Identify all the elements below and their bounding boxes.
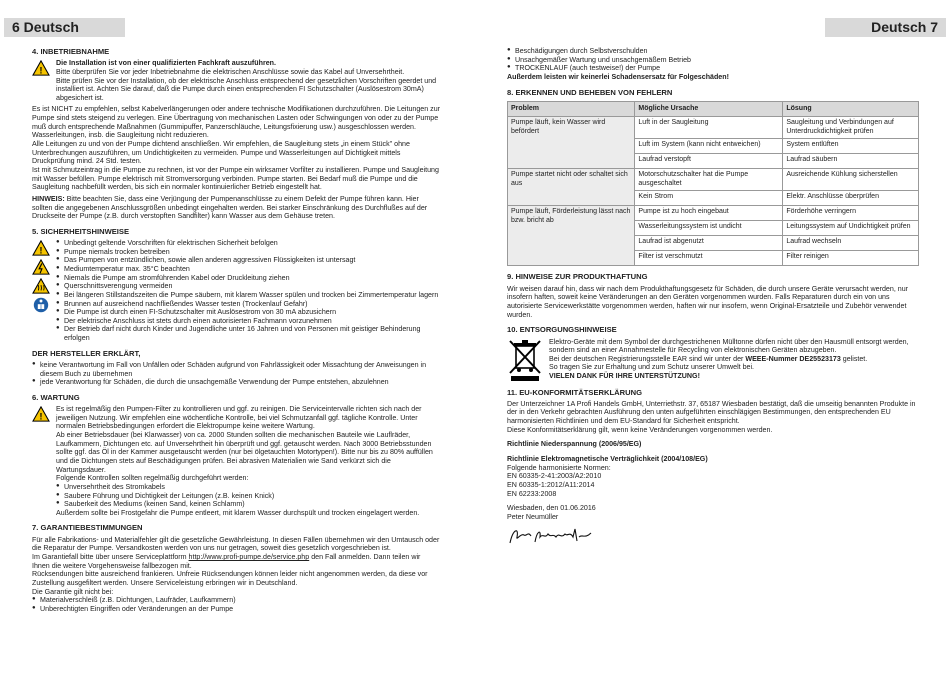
section-wartung — [32, 393, 440, 518]
cause-cell: Wasserleitungssystem ist undicht — [635, 221, 783, 236]
garantie-final: Außerdem leisten wir keinerlei Schadensersatz für Folgeschäden! — [507, 72, 729, 81]
table-header: Lösung — [783, 101, 919, 117]
norm-item: EN 62233:2008 — [507, 489, 557, 498]
hinweis-text: Bitte beachten Sie, dass eine Verjüngung der Pumpenanschlüsse zu einem Defekt der Pumpe führen kann. Hier sollten die angegebenen Anschlussgrößen unbedingt eingehalten werden. Bei starker Einschränkung des Durchflußes auf der Druckseite der Pumpe (z.B. durch verstopften Sandfilter) kann Wasser aus dem Gehäuse treten. — [32, 194, 428, 221]
section-title: 10. ENTSORGUNGSHINWEISE — [507, 325, 617, 335]
list-item: ● Unberechtigten Eingriffen oder Veränderungen an der Pumpe — [32, 605, 440, 614]
solution-cell: Förderhöhe verringern — [783, 206, 919, 221]
cause-cell: Luft im System (kann nicht entweichen) — [635, 139, 783, 154]
list-item: ● Die Pumpe ist durch einen FI-Schutzschalter mit Auslösestrom von 30 mA abzusichern — [56, 308, 440, 317]
section-title: 11. EU-KONFORMITÄTSERKLÄRUNG — [507, 387, 643, 397]
paragraph — [32, 553, 440, 570]
list-item: ● keine Verantwortung im Fall von Unfällen oder Schäden aufgrund von Fahrlässigkeit oder Missachtung der Anweisungen in diesem Buch zu übernehmen — [32, 361, 440, 378]
cause-cell: Pumpe ist zu hoch eingebaut — [635, 206, 783, 221]
section-title: 5. SICHERHEITSHINWEISE — [32, 226, 130, 236]
list-item: ● Sauberkeit des Mediums (keinen Sand, keinen Schlamm) — [56, 500, 440, 509]
read-manual-icon — [32, 297, 50, 313]
paragraph: Alle Leitungen zu und von der Pumpe dichtend anschließen. Wir empfehlen, die Saugleitung stets „in einem Stück" ohne Unterbrechungen auszuführen, um Undichtigkeiten zu vermeiden. Pumpe und Wasserleitungen auf Dichtigkeit mittels Druckprüfung mind. 24 Std. testen. — [32, 140, 410, 166]
problem-cell: Pumpe startet nicht oder schaltet sich aus — [508, 169, 635, 206]
text-span: Bei der deutschen Registrierungsstelle EAR sind wir unter der — [549, 354, 744, 363]
cause-cell: Luft in der Saugleitung — [635, 117, 783, 139]
paragraph: Es ist regelmäßig den Pumpen-Filter zu kontrollieren und ggf. zu reinigen. Die Serviceintervalle richten sich nach der jeweiligen Nutzung. Wir empfehlen eine wöchentliche Kontrolle, bei viel Schmutzanfall ggf. tägliche Kontrolle. Unter normalen Betriebsbedingungen erfordert die Elektropumpe keine weitere Wartung. — [56, 405, 422, 431]
hot-surface-icon — [32, 278, 50, 294]
paragraph: Rücksendungen bitte ausreichend frankieren. Unfreie Rücksendungen können leider nicht angenommen werden, da diese vor Zustellung ausgefiltert werden. Unsere Serviceleistung erbringen wir in Deutschland. — [32, 570, 428, 587]
paragraph: Ist mit Schmutzeintrag in die Pumpe zu rechnen, ist vor der Pumpe ein wirksamer Vorfilter zu installieren. Pumpe und Saugleitung mit Wasser befüllen. Pumpe elektrisch mit Stromversorgung verbinden. Pumpe starten. Bei Bedarf muß die Pumpe und die Saugleitung nachbefüllt werden, bis sich ein normaler kontinuierlicher Betrieb eingestellt hat. — [32, 165, 439, 192]
section-title: 9. HINWEISE ZUR PRODUKTHAFTUNG — [507, 272, 648, 282]
warning-icon — [32, 406, 50, 422]
section-produkthaftung — [507, 272, 919, 319]
section-title: DER HERSTELLER ERKLÄRT, — [32, 348, 141, 358]
page-header-left: 6 Deutsch — [4, 18, 125, 37]
norm-item: EN 60335-2-41:2003/A2:2010 — [507, 472, 602, 481]
table-header-row — [508, 101, 919, 117]
list-item: ● Unsachgemäßer Wartung und unsachgemäßem Betrieb — [507, 56, 919, 65]
norm-item: EN 60335-1:2012/A11:2014 — [507, 480, 595, 489]
right-column — [507, 47, 919, 557]
paragraph: Diese Konformitätserklärung gilt, wenn keine Veränderungen vorgenommen werden. — [507, 425, 773, 434]
section-sicherheitshinweise — [32, 227, 440, 343]
section-konformitaet — [507, 388, 919, 552]
service-link[interactable]: http://www.profi-pumpe.de/service.php — [188, 553, 310, 561]
table-header: Mögliche Ursache — [635, 101, 783, 117]
section-title: 6. WARTUNG — [32, 392, 80, 402]
paragraph: So tragen Sie zur Erhaltung und zum Schutz unserer Umwelt bei. — [549, 363, 755, 372]
directive: Richtlinie Niederspannung (2006/95/EG) — [507, 440, 642, 449]
list-item: ● TROCKENLAUF (auch testweise!) der Pumpe — [507, 64, 919, 73]
hinweis-paragraph — [32, 195, 440, 221]
paragraph: Für alle Fabrikations- und Materialfehler gilt die gesetzliche Gewährleistung. In diesen Fällen übernehmen wir den Umtausch oder die Reparatur der Pumpe. Versandkosten werden von uns nur getragen, soweit dies gesetzlich vorgeschrieben ist. — [32, 535, 440, 553]
table-row — [508, 117, 919, 139]
list-item: ● Niemals die Pumpe am stromführenden Kabel oder Druckleitung ziehen — [56, 274, 440, 283]
list-item: ● Saubere Führung und Dichtigkeit der Leitungen (z.B. keinen Knick) — [56, 492, 440, 501]
thanks: VIELEN DANK FÜR IHRE UNTERSTÜTZUNG! — [549, 372, 700, 381]
section-hersteller — [32, 349, 440, 387]
cause-cell: Laufrad ist abgenutzt — [635, 236, 783, 251]
list-item: ● Der elektrische Anschluss ist stets durch einen autorisierten Fachmann vorzunehmen — [56, 317, 440, 326]
text-span: den Fall anmelden. Dann teilen wir Ihnen die weitere Vorgehensweise fallbezogen mit. — [32, 553, 421, 570]
page-header-right: Deutsch 7 — [825, 18, 946, 37]
list-item: ● Beschädigungen durch Selbstverschulden — [507, 47, 919, 56]
crossed-bin-icon — [507, 338, 543, 382]
section-garantie — [32, 523, 440, 613]
section-title: 7. GARANTIEBESTIMMUNGEN — [32, 523, 143, 533]
section-inbetriebnahme — [32, 47, 440, 221]
cause-cell: Motorschutzschalter hat die Pumpe ausgeschaltet — [635, 169, 783, 191]
directive: Richtlinie Elektromagnetische Verträglichkeit (2004/108/EG) — [507, 454, 708, 463]
paragraph — [549, 355, 919, 364]
table-row — [508, 169, 919, 191]
problem-cell: Pumpe läuft, Förderleistung lässt nach bzw. bricht ab — [508, 206, 635, 266]
paragraph: Der Unterzeichner 1A Profi Handels GmbH, Unterriethstr. 37, 65187 Wiesbaden bestätigt, daß die umseitig benannten Produkte in der in den Verkehr gebrachten Ausführung den unten aufgeführten einschlägigen Bestimmungen, den entsprechenden EU harmonisierten Richtlinien und dem EU-Standard für Sicherheit entspricht. — [507, 399, 916, 426]
list-item: ● jede Verantwortung für Schäden, die durch die unsachgemäße Verwendung der Pumpe entstehen, abzulehnen — [32, 378, 440, 387]
text-span: gelistet. — [842, 354, 868, 363]
list-item: ● Bei längeren Stillstandszeiten die Pumpe säubern, mit klarem Wasser spülen und trocken bei Zimmertemperatur lagern — [56, 291, 440, 300]
section-entsorgung — [507, 325, 919, 381]
list-item: ● Querschnittsverengung vermeiden — [56, 282, 440, 291]
solution-cell: Saugleitung und Verbindungen auf Unterdruckdichtigkeit prüfen — [783, 117, 919, 139]
section-garantie-cont — [507, 47, 919, 82]
cause-cell: Kein Strom — [635, 191, 783, 206]
list-item: ● Pumpe niemals trocken betreiben — [56, 248, 440, 257]
solution-cell: Elektr. Anschlüsse überprüfen — [783, 191, 919, 206]
list-item: ● Unbedingt geltende Vorschriften für elektrischen Sicherheit befolgen — [56, 239, 440, 248]
list-item: ● Das Pumpen von entzündlichen, sowie allen anderen aggressiven Flüssigkeiten ist untersagt — [56, 256, 440, 265]
svg-text:!: ! — [39, 65, 43, 76]
problem-cell: Pumpe läuft, kein Wasser wird befördert — [508, 117, 635, 169]
list-item: ● Materialverschleiß (z.B. Dichtungen, Laufräder, Laufkammern) — [32, 596, 440, 605]
solution-cell: Leitungssystem auf Undichtigkeit prüfen — [783, 221, 919, 236]
paragraph: Folgende Kontrollen sollten regelmäßig durchgeführt werden: — [56, 474, 249, 483]
warning-icon — [32, 60, 50, 76]
cause-cell: Laufrad verstopft — [635, 154, 783, 169]
text-span: Im Garantiefall bitte über unsere Serviceplattform — [32, 553, 187, 561]
solution-cell: Filter reinigen — [783, 251, 919, 266]
paragraph: Außerdem sollte bei Frostgefahr die Pumpe entleert, mit klarem Wasser durchspült und trocken eingelagert werden. — [56, 508, 420, 517]
weee-number: WEEE-Nummer DE25523173 — [745, 354, 841, 363]
list-item: ● Der Betrieb darf nicht durch Kinder und Jugendliche unter 16 Jahren und von Personen mit geistiger Behinderung erfolgen — [56, 325, 440, 342]
table-header: Problem — [508, 101, 635, 117]
solution-cell: Laufrad säubern — [783, 154, 919, 169]
place-date: Wiesbaden, den 01.06.2016 — [507, 504, 596, 513]
solution-cell: Ausreichende Kühlung sicherstellen — [783, 169, 919, 191]
paragraph: Es ist NICHT zu empfehlen, selbst Kabelverlängerungen oder andere technische Modifikationen durchzuführen. Die Leitungen zur Pumpe sind stets steigend zu verlegen. Eine Übertragung von mechanischen Lasten oder Schwingungen von oder zu der Pumpe muß durch entsprechende Maßnahmen (Gummipuffer, Panzerschläuche, Leitungsfixierung usw.) ausgeschlossen werden. Wasserleitungen, insb. die Saugleitung nicht reduzieren. — [32, 105, 440, 140]
electric-hazard-icon — [32, 259, 50, 275]
paragraph: Elektro-Geräte mit dem Symbol der durchgestrichenen Mülltonne dürfen nicht über den Hausmüll entsorgt werden, sondern sind an einer Annahmestelle für Recycling von elektronischen Geräten abzugeben. — [549, 337, 909, 355]
signature-drawing — [507, 525, 597, 547]
section-title: 4. INBETRIEBNAHME — [32, 47, 110, 56]
list-item: ● Unversehrtheit des Stromkabels — [56, 483, 440, 492]
warning-icon — [32, 240, 50, 256]
section-title: 8. ERKENNEN UND BEHEBEN VON FEHLERN — [507, 87, 673, 97]
list-item: ● Mediumtemperatur max. 35°C beachten — [56, 265, 440, 274]
solution-cell: System entlüften — [783, 139, 919, 154]
paragraph: Die Garantie gilt nicht bei: — [32, 587, 114, 596]
warning-line: Bitte prüfen Sie vor der Installation, ob der elektrische Anschluss entsprechend der gesetzlichen Vorschriften geerdet und installiert ist. Achten Sie darauf, daß die Pumpe durch einen entsprechenden FI Schutzschalter (Auslösestrom 30mA) abgesichert ist. — [56, 76, 437, 102]
norms-title: Folgende harmonisierte Normen: — [507, 463, 611, 472]
cause-cell: Filter ist verschmutzt — [635, 251, 783, 266]
list-item: ● Brunnen auf ausreichend nachfließendes Wasser testen (Trockenlauf Gefahr) — [56, 300, 440, 309]
solution-cell: Laufrad wechseln — [783, 236, 919, 251]
paragraph: Wir weisen darauf hin, dass wir nach dem Produkthaftungsgesetz für Schäden, die durch unsere Geräte verursacht werden, nur insofern haften, soweit keine Veränderungen an den Geräten vorgenommen wurden. Falls Reparaturen durch ein von uns autorisierte Servicewerkstätte vorgenommen werden, haften wir nur insofern, wenn Original-Ersatzteile und Zubehör verwendet wurden. — [507, 284, 909, 319]
table-row — [508, 206, 919, 221]
signer-name: Peter Neumüller — [507, 512, 559, 521]
hinweis-label: HINWEIS: — [32, 194, 65, 203]
error-table — [507, 101, 919, 267]
left-column — [32, 47, 440, 619]
section-fehler — [507, 88, 919, 267]
warning-line: Bitte überprüfen Sie vor jeder Inbetriebnahme die elektrischen Anschlüsse sowie das Kabel auf Unversehrtheit. — [56, 67, 405, 76]
paragraph: Ab einer Betriebsdauer (bei Klarwasser) von ca. 2000 Stunden sollten die mechanischen Bauteile wie Lauflräder, Laufkammern, Dichtungen etc. auf Unversehrtheit hin überprüft und ggf. getauscht werden. Nach 3000 Betriebsstunden sollte ggf. das Öl in der Kammer ausgetauscht werden (nur bei ölgetauchten Motortypen!). Bitte nur bis zu 80% auffüllen und die Dichtungen stets auf Beschädigungen prüfen. Bei abrasiven Materialien wie Sand verkürzt sich die Wartungsdauer. — [56, 431, 433, 474]
svg-text:!: ! — [39, 245, 43, 256]
svg-text:!: ! — [39, 411, 43, 422]
warning-bold: Die Installation ist von einer qualifizierten Fachkraft auszuführen. — [56, 59, 276, 68]
handwritten-signature — [507, 525, 919, 551]
